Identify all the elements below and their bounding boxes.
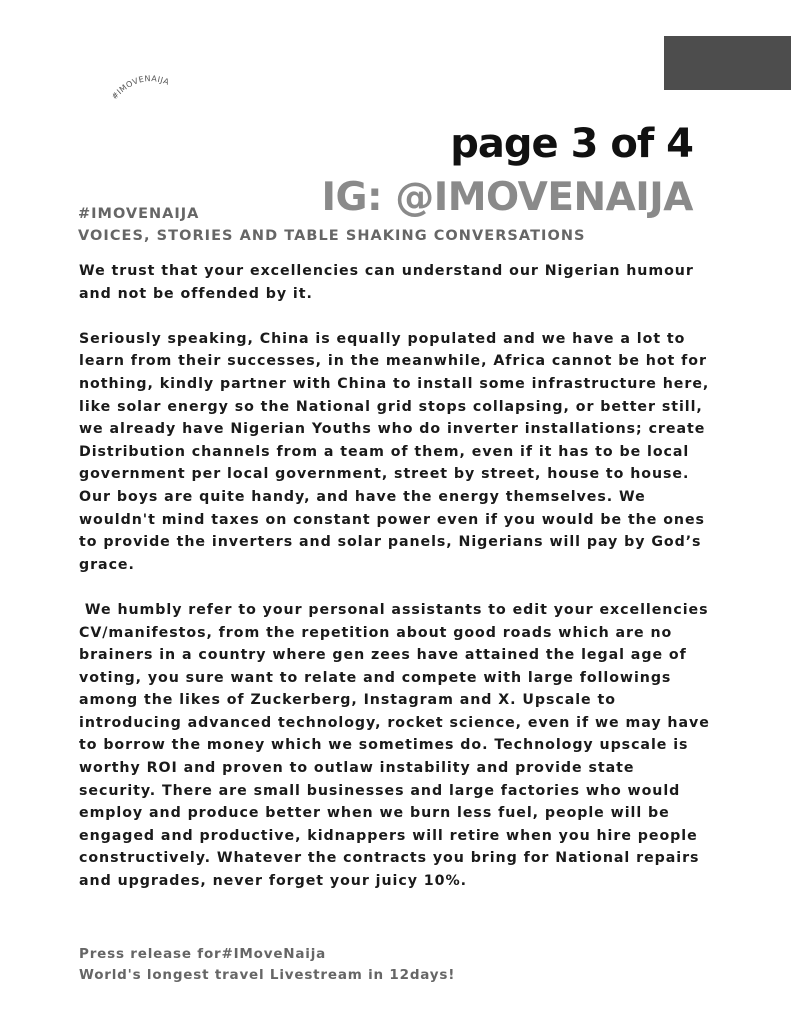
corner-decoration-block bbox=[664, 36, 791, 90]
body-paragraph-2: Seriously speaking, China is equally populated and we have a lot to learn from their successes, in the meanwhile, Africa cannot be hot for nothing, kindly partner with China to install some infrastructure here, like solar energy so the National grid stops collapsing, or better still, we already have Nigerian Youths who do inverter installations; create Distribution channels from a team of them, even if it has to be local government per local government, street by street, house to house. Our boys are quite handy, and have the energy themselves. We wouldn't mind taxes on constant power even if you would be the ones to provide the inverters and solar panels, Nigerians will pay by God’s grace. bbox=[79, 330, 716, 573]
instagram-handle: IG: @IMOVENAIJA bbox=[321, 175, 693, 220]
body-paragraph-3: We humbly refer to your personal assistants to edit your excellencies CV/manifestos, from the repetition about good roads which are no brainers in a country where gen zees have attained the legal age of voting, you sure want to relate and compete with large followings among the likes of Zuckerberg, Instagram and X. Upscale to introducing advanced technology, rocket science, even if we may have to borrow the money which we sometimes do. Technology upscale is worthy ROI and proven to outlaw instability and provide state security. There are small businesses and large factories who would employ and produce better when we burn less fuel, people will be engaged and productive, kidnappers will retire when you hire people constructively. Whatever the contracts you bring for National repairs and upgrades, never forget your juicy 10%. bbox=[79, 601, 716, 890]
tagline: VOICES, STORIES AND TABLE SHAKING CONVERSATIONS bbox=[78, 228, 586, 244]
press-release-body bbox=[79, 260, 715, 893]
footer-livestream-line: World's longest travel Livestream in 12days! bbox=[79, 967, 456, 983]
body-paragraph-1: We trust that your excellencies can understand our Nigerian humour and not be offended by it. bbox=[79, 263, 700, 302]
footer bbox=[79, 944, 455, 986]
footer-press-release-line: Press release for#IMoveNaija bbox=[79, 946, 327, 962]
imovenaija-logo bbox=[105, 60, 195, 110]
logo-arc-text: #IMOVENAIJA bbox=[109, 74, 171, 102]
page-indicator: page 3 of 4 bbox=[450, 121, 693, 167]
brand-hashtag: #IMOVENAIJA bbox=[78, 206, 200, 222]
